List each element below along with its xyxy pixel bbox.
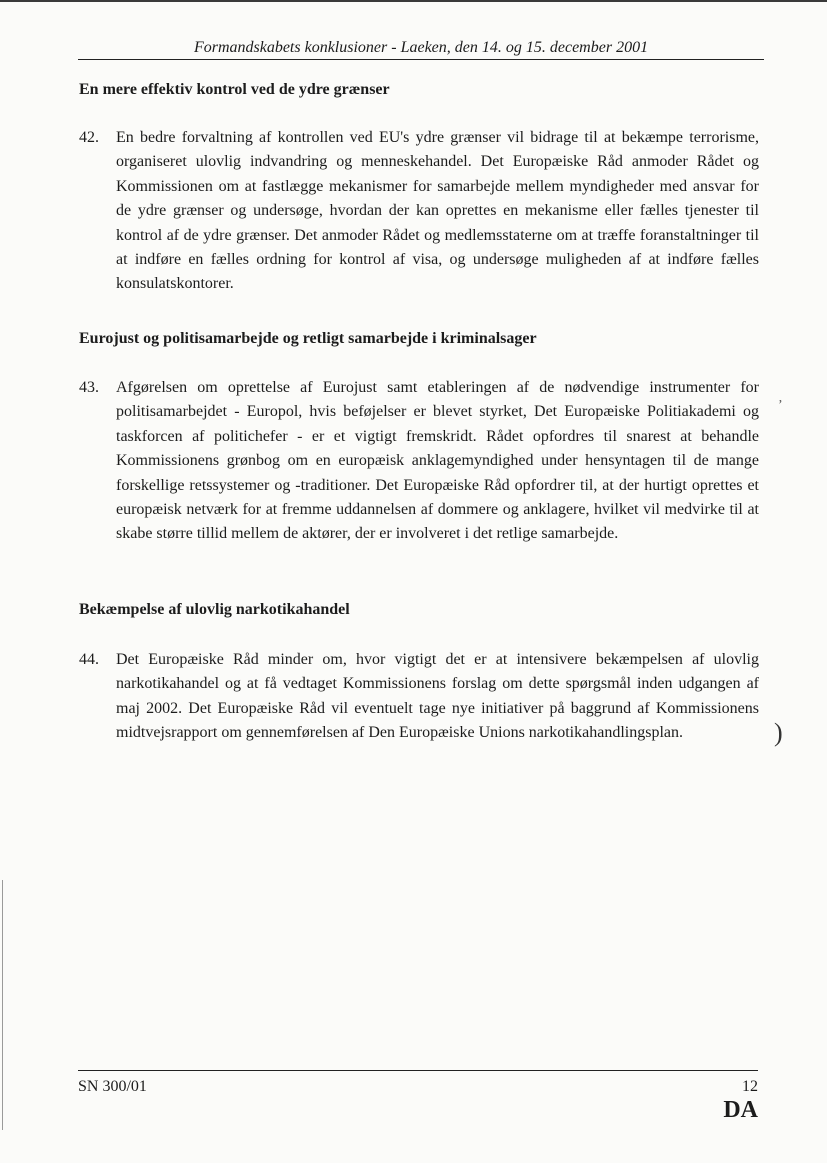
paragraph-43 <box>79 376 759 547</box>
paragraph-number: 44. <box>79 651 99 668</box>
scan-bracket-mark: ) <box>774 718 783 747</box>
paragraph-number: 43. <box>79 379 99 396</box>
section-heading-narcotics: Bekæmpelse af ulovlig narkotikahandel <box>79 601 350 618</box>
section-heading-eurojust: Eurojust og politisamarbejde og retligt samarbejde i kriminalsager <box>79 330 537 347</box>
paragraph-42 <box>79 126 759 297</box>
language-code: DA <box>723 1097 758 1123</box>
paragraph-44 <box>79 648 759 746</box>
document-reference: SN 300/01 <box>78 1078 147 1095</box>
paragraph-text: Det Europæiske Råd minder om, hvor vigtigt det er at intensivere bekæmpelsen af ulovlig narkotikahandel og at få vedtaget Kommissionens forslag om dette spørgsmål inden udgangen af maj 2002. Det Europæiske Råd vil eventuelt tage nye initiativer på baggrund af Kommissionens midtvejsrapport om gennemførelsen af Den Europæiske Unions narkotikahandlingsplan. <box>116 651 759 742</box>
section-heading-external-borders: En mere effektiv kontrol ved de ydre grænser <box>79 81 390 98</box>
scan-edge-left <box>2 880 3 1130</box>
page-number: 12 <box>742 1078 758 1095</box>
paragraph-text: Afgørelsen om oprettelse af Eurojust samt etableringen af de nødvendige instrumenter for politisamarbejdet - Europol, hvis beføjelser er blevet styrket, Det Europæiske Politiakademi og taskforcen af politichefer - er et vigtigt fremskridt. Rådet opfordres til snarest at behandle Kommissionens grønbog om en europæisk anklagemyndighed under hensyntagen til de mange forskellige retssystemer og -traditioner. Det Europæiske Råd opfordrer til, at der hurtigt oprettes et europæisk netværk for at fremme uddannelsen af dommere og anklagere, hvilket vil medvirke til at skabe større tillid mellem de aktører, der er involveret i det retlige samarbejde. <box>116 379 759 543</box>
footer-rule <box>78 1070 758 1071</box>
scan-edge-top <box>0 0 827 2</box>
paragraph-number: 42. <box>79 129 99 146</box>
scan-speck: ’ <box>778 398 783 413</box>
running-header: Formandskabets konklusioner - Laeken, den 14. og 15. december 2001 <box>78 38 764 60</box>
paragraph-text: En bedre forvaltning af kontrollen ved EU's ydre grænser vil bidrage til at bekæmpe terrorisme, organiseret ulovlig indvandring og menneskehandel. Det Europæiske Råd anmoder Rådet og Kommissionen om at fastlægge mekanismer for samarbejde mellem myndigheder med ansvar for de ydre grænser og undersøge, hvordan der kan oprettes en mekanisme eller fælles tjenester til kontrol af de ydre grænser. Det anmoder Rådet og medlemsstaterne om at træffe foranstaltninger til at indføre en fælles ordning for kontrol af visa, og undersøge muligheden af at indføre fælles konsulatskontorer. <box>116 129 759 293</box>
